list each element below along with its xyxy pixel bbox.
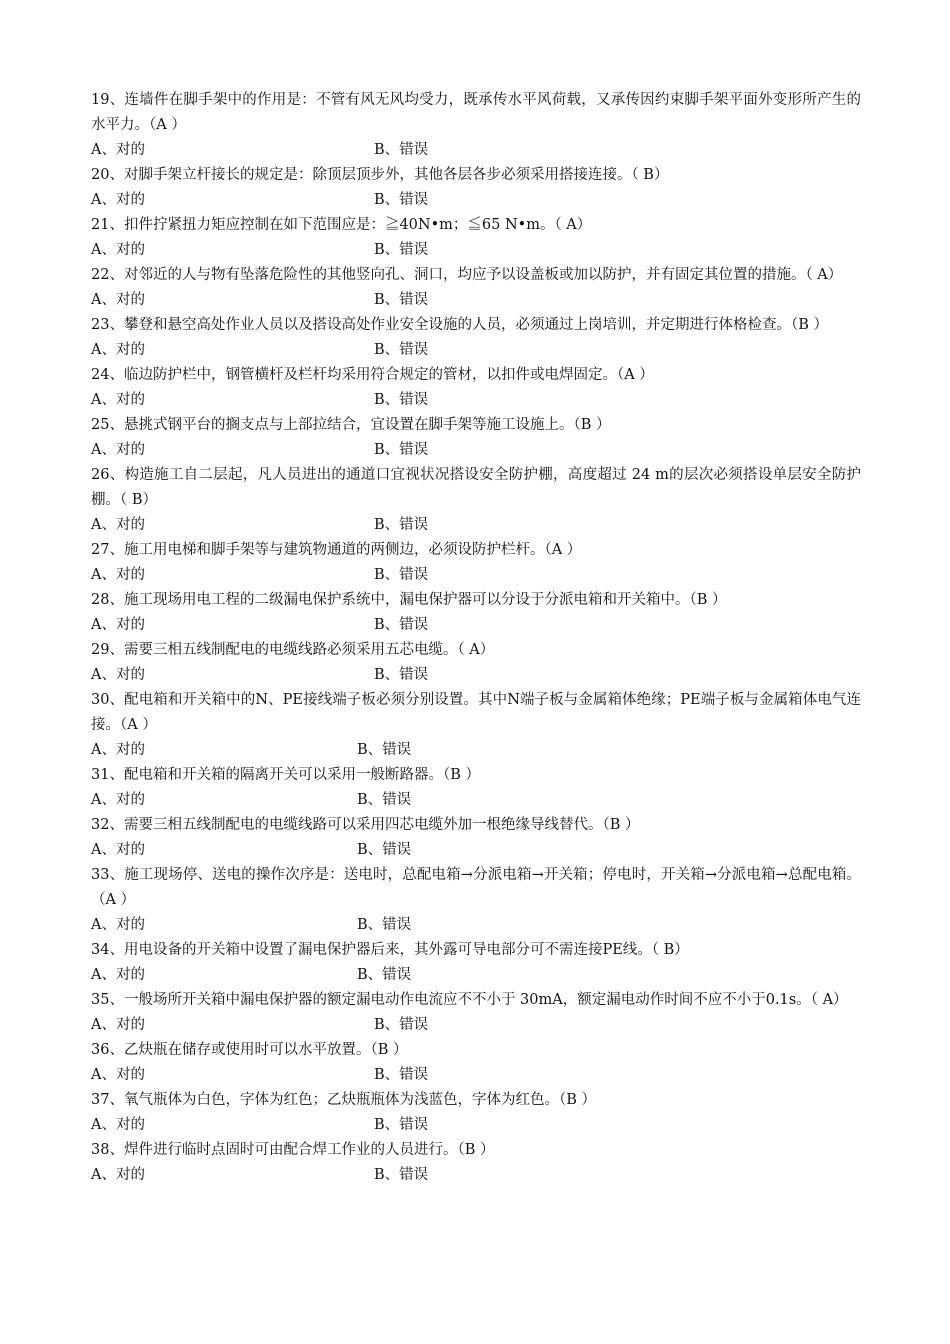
answer-options: [91, 338, 861, 363]
answer-options: [91, 238, 861, 263]
question-text: 34、用电设备的开关箱中设置了漏电保护器后来，其外露可导电部分可不需连接PE线。（ B）: [91, 942, 689, 958]
option-b: B、错误: [357, 742, 412, 758]
option-b: B、错误: [374, 1167, 429, 1183]
question-text: 38、焊件进行临时点固时可由配合焊工作业的人员进行。（B ）: [91, 1142, 495, 1158]
option-a: A、对的: [91, 1067, 145, 1083]
option-a: A、对的: [91, 967, 145, 983]
question-text: 31、配电箱和开关箱的隔离开关可以采用一般断路器。（B ）: [91, 767, 480, 783]
option-a: A、对的: [91, 192, 145, 208]
option-a: A、对的: [91, 392, 145, 408]
option-b: B、错误: [374, 442, 429, 458]
option-a: A、对的: [91, 442, 145, 458]
question-text: 37、氧气瓶体为白色，字体为红色；乙炔瓶瓶体为浅蓝色，字体为红色。（B ）: [91, 1092, 596, 1108]
question-text: 27、施工用电梯和脚手架等与建筑物通道的两侧边，必须设防护栏杆。（A ）: [91, 542, 582, 558]
question-text: 24、临边防护栏中，钢管横杆及栏杆均采用符合规定的管材，以扣件或电焊固定。（A ）: [91, 367, 654, 383]
question-text: 29、需要三相五线制配电的电缆线路必须采用五芯电缆。（ A）: [91, 642, 495, 658]
answer-options: [91, 138, 861, 163]
question-block: [91, 213, 861, 263]
answer-options: [91, 613, 861, 638]
answer-options: [91, 388, 861, 413]
question-block: [91, 88, 861, 163]
answer-options: [91, 1163, 861, 1188]
question-text: 22、对邻近的人与物有坠落危险性的其他竖向孔、洞口，均应予以设盖板或加以防护，并有固定其位置的措施。（ A）: [91, 267, 843, 283]
option-a: A、对的: [91, 1167, 145, 1183]
question-text: 36、乙炔瓶在储存或使用时可以水平放置。（B ）: [91, 1042, 408, 1058]
option-b: B、错误: [374, 242, 429, 258]
option-b: B、错误: [357, 842, 412, 858]
answer-options: [91, 1063, 861, 1088]
question-text: 33、施工现场停、送电的操作次序是：送电时，总配电箱→分派电箱→开关箱；停电时，开关箱→分派电箱→总配电箱。（A ）: [91, 867, 861, 908]
option-a: A、对的: [91, 517, 145, 533]
question-block: [91, 463, 861, 538]
option-b: B、错误: [374, 617, 429, 633]
option-b: B、错误: [357, 967, 412, 983]
answer-options: [91, 838, 861, 863]
answer-options: [91, 513, 861, 538]
answer-options: [91, 1113, 861, 1138]
question-block: [91, 538, 861, 588]
answer-options: [91, 963, 861, 988]
question-block: [91, 163, 861, 213]
question-text: 35、一般场所开关箱中漏电保护器的额定漏电动作电流应不不小于 30mA，额定漏电动作时间不应不小于0.1s。（ A）: [91, 992, 848, 1008]
option-b: B、错误: [374, 1117, 429, 1133]
question-block: [91, 638, 861, 688]
option-a: A、对的: [91, 142, 145, 158]
option-b: B、错误: [374, 142, 429, 158]
question-text: 23、攀登和悬空高处作业人员以及搭设高处作业安全设施的人员，必须通过上岗培训，并定期进行体格检查。（B ）: [91, 317, 828, 333]
question-block: [91, 313, 861, 363]
question-text: 30、配电箱和开关箱中的N、PE接线端子板必须分别设置。其中N端子板与金属箱体绝缘；PE端子板与金属箱体电气连接。（A ）: [91, 692, 861, 733]
option-b: B、错误: [374, 667, 429, 683]
option-a: A、对的: [91, 242, 145, 258]
option-a: A、对的: [91, 292, 145, 308]
question-block: [91, 363, 861, 413]
option-b: B、错误: [374, 567, 429, 583]
question-block: [91, 263, 861, 313]
question-text: 21、扣件拧紧扭力矩应控制在如下范围应是：≧40N•m；≦65 N•m。（ A）: [91, 217, 592, 233]
option-b: B、错误: [357, 917, 412, 933]
question-block: [91, 988, 861, 1038]
option-a: A、对的: [91, 917, 145, 933]
option-b: B、错误: [374, 192, 429, 208]
question-block: [91, 1038, 861, 1088]
option-b: B、错误: [374, 1017, 429, 1033]
answer-options: [91, 913, 861, 938]
answer-options: [91, 738, 861, 763]
question-block: [91, 688, 861, 763]
question-block: [91, 763, 861, 813]
question-text: 28、施工现场用电工程的二级漏电保护系统中，漏电保护器可以分设于分派电箱和开关箱中。（B ）: [91, 592, 727, 608]
option-b: B、错误: [357, 792, 412, 808]
option-a: A、对的: [91, 1117, 145, 1133]
answer-options: [91, 788, 861, 813]
question-text: 20、对脚手架立杆接长的规定是：除顶层顶步外，其他各层各步必须采用搭接连接。（ B）: [91, 167, 669, 183]
answer-options: [91, 288, 861, 313]
option-b: B、错误: [374, 342, 429, 358]
question-text: 25、悬挑式钢平台的搁支点与上部拉结合，宜设置在脚手架等施工设施上。（B ）: [91, 417, 611, 433]
question-block: [91, 588, 861, 638]
option-a: A、对的: [91, 792, 145, 808]
option-a: A、对的: [91, 342, 145, 358]
option-a: A、对的: [91, 567, 145, 583]
document-page: [91, 88, 861, 1188]
answer-options: [91, 188, 861, 213]
question-block: [91, 413, 861, 463]
question-text: 19、连墙件在脚手架中的作用是：不管有风无风均受力，既承传水平风荷载，又承传因约束脚手架平面外变形所产生的水平力。（A ）: [91, 92, 861, 133]
option-b: B、错误: [374, 1067, 429, 1083]
option-a: A、对的: [91, 842, 145, 858]
question-block: [91, 863, 861, 938]
answer-options: [91, 1013, 861, 1038]
answer-options: [91, 438, 861, 463]
option-a: A、对的: [91, 1017, 145, 1033]
question-block: [91, 813, 861, 863]
option-b: B、错误: [374, 292, 429, 308]
question-block: [91, 938, 861, 988]
answer-options: [91, 663, 861, 688]
question-block: [91, 1138, 861, 1188]
option-a: A、对的: [91, 667, 145, 683]
question-text: 32、需要三相五线制配电的电缆线路可以采用四芯电缆外加一根绝缘导线替代。（B ）: [91, 817, 640, 833]
question-text: 26、构造施工自二层起，凡人员进出的通道口宜视状况搭设安全防护棚，高度超过 24 m的层次必须搭设单层安全防护棚。（ B）: [91, 467, 861, 508]
option-b: B、错误: [374, 517, 429, 533]
option-a: A、对的: [91, 617, 145, 633]
answer-options: [91, 563, 861, 588]
option-a: A、对的: [91, 742, 145, 758]
question-block: [91, 1088, 861, 1138]
option-b: B、错误: [374, 392, 429, 408]
